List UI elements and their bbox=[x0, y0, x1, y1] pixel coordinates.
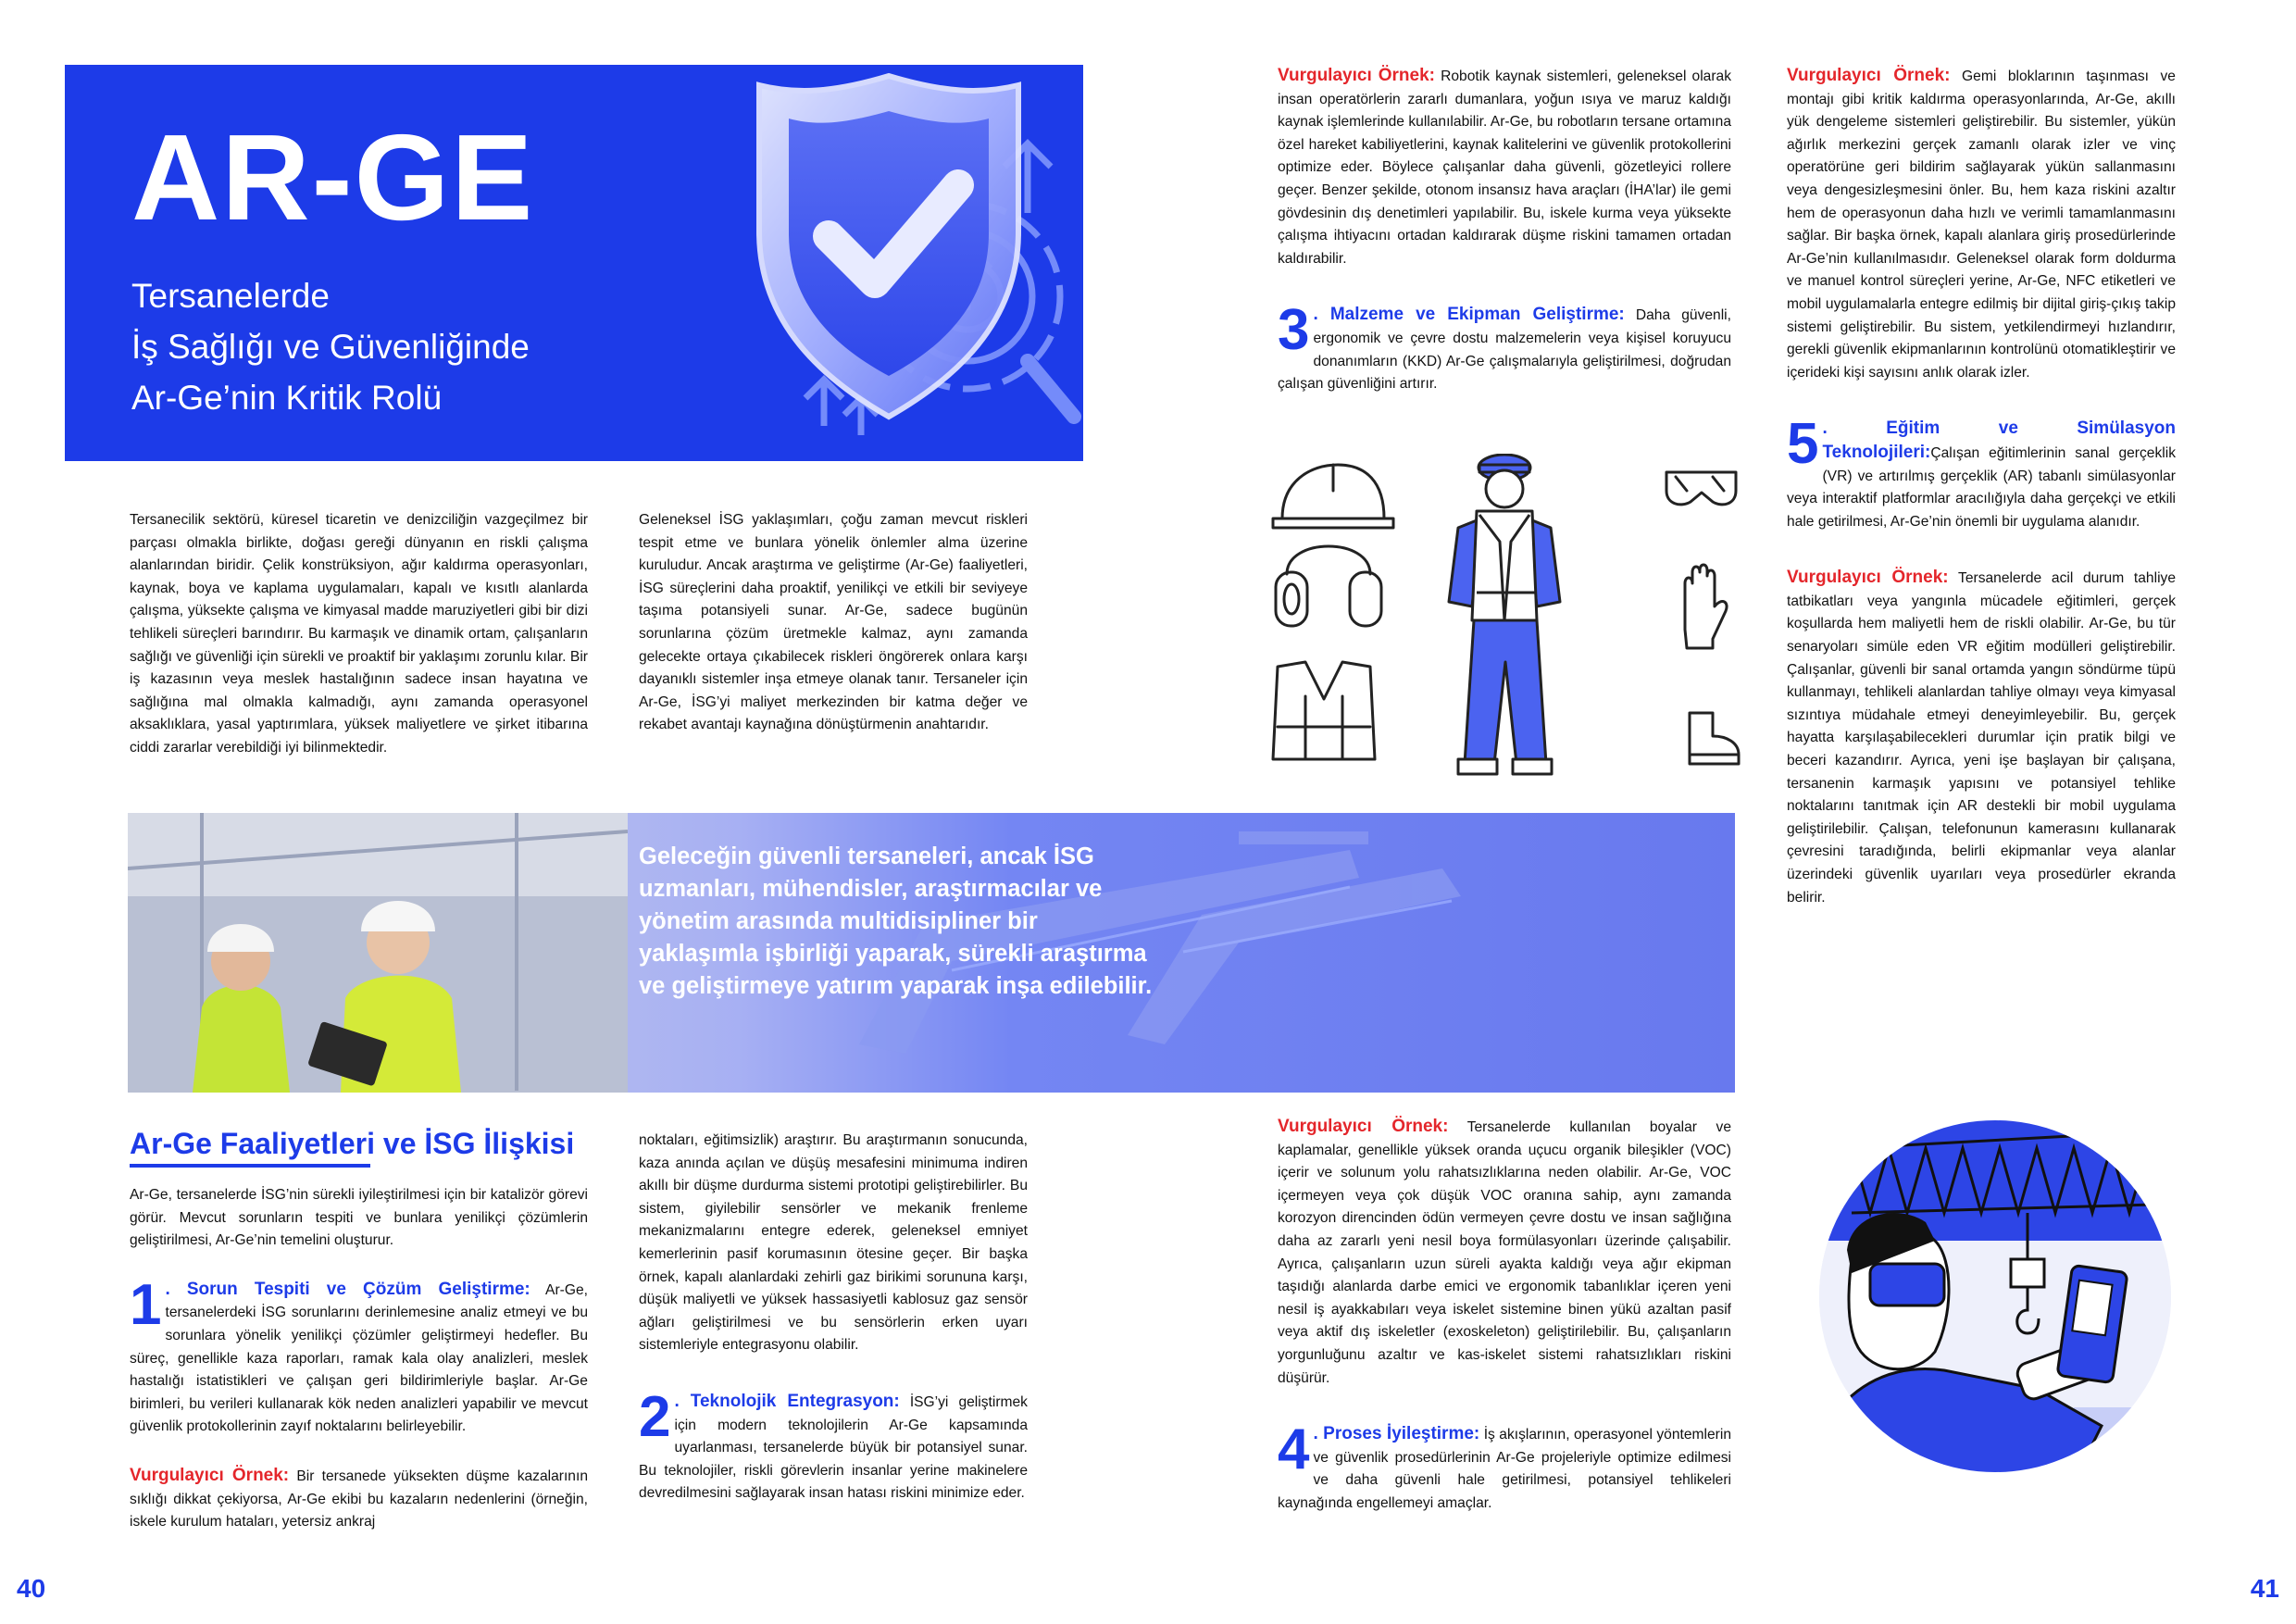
helmet-icon bbox=[1273, 465, 1393, 528]
section-body-right bbox=[1278, 1116, 1731, 1538]
section-body-left bbox=[130, 1184, 588, 1556]
intro-paragraph-right bbox=[639, 509, 1028, 759]
intro-paragraph-left bbox=[130, 509, 588, 782]
hero-subtitle-line: Ar-Ge’nin Kritik Rolü bbox=[131, 379, 443, 417]
worker-figure bbox=[1449, 455, 1560, 774]
pull-quote: Geleceğin güvenli tersaneleri, ancak İSG uzmanları, mühendisler, araştırmacılar ve yönetim arasında multidisipliner bir yaklaşımla işbirliği yaparak, sürekli araştırma ve geliştirmeye yatırım yaparak inşa edilebilir. bbox=[639, 843, 1153, 999]
item-title: . Teknolojik Entegrasyon: bbox=[674, 1391, 900, 1411]
highlight-label: Vurgulayıcı Örnek: bbox=[1278, 66, 1436, 85]
safety-glasses-icon bbox=[1666, 472, 1736, 505]
page-number-left: 40 bbox=[17, 1574, 46, 1603]
body-text: Ar-Ge, tersanelerde İSG’nin sürekli iyileştirilmesi için bir katalizör görevi görür. Mevcut sorunların tespiti ve bunlara yenilikçi çözümlerin geliştirilmesi, Ar-Ge’nin temelini oluşturur. bbox=[130, 1187, 588, 1249]
item-number: 2 bbox=[639, 1384, 671, 1449]
title-underline bbox=[130, 1164, 370, 1168]
body-text: İSG’yi geliştirmek için modern teknolojilerin Ar-Ge kapsamında uyarlanması, tersanelerde büyük bir potansiyel sunar. Bu teknolojiler, riskli görevlerin insanlar yerine makinelere devredilmesini sağlayarak insan hatası riskini minimize eder. bbox=[639, 1393, 1028, 1502]
page-title: AR-GE bbox=[131, 109, 535, 245]
body-text: İş akışlarının, operasyonel yöntemlerin ve güvenlik prosedürlerinin Ar-Ge projeleriyle optimize edilmesi ve daha güvenli hale getirilmesi, potansiyel tehlikeleri kaynağında engellemeyi amaçlar. bbox=[1278, 1427, 1731, 1511]
body-text: Ar-Ge, tersanelerdeki İSG sorunlarını derinlemesine analiz etmeyi ve bu sorunlara yönelik yenilikçi çözümler geliştirmeyi hedefler. Bu süreç, genellikle kaza raporları, ramak kala olay analizleri, meslek hastalığı istatistikleri ve çalışan geri bildirimleriyle başlar. Ar-Ge birimleri, bu verileri kullanarak kök neden analizleri yapabilir ve mevcut güvenlik protokollerinin zayıf noktalarını belirleyebilir. bbox=[130, 1281, 588, 1435]
body-text: Geleneksel İSG yaklaşımları, çoğu zaman mevcut riskleri tespit etme ve bunlara yönelik önlemler alma üzerine kuruludur. Ancak araştırma ve geliştirme (Ar-Ge) faaliyetleri, İSG süreçlerini daha proaktif, yenilikçi ve etkili bir seviyeye taşıma potansiyeli sunar. Ar-Ge, sadece bugünün sorunlarına çözüm üretmekle kalmaz, aynı zamanda gelecekte ortaya çıkabilecek riskleri öngörerek onlara karşı dayanıklı sistemler inşa etmeye olanak tanır. Tersaneler için Ar-Ge, İSG’yi maliyet merkezinden bir katma değer ve rekabet avantajı kaynağına dönüştürmenin anahtarıdır. bbox=[639, 512, 1028, 733]
boot-icon bbox=[1690, 713, 1739, 764]
section-body-middle bbox=[639, 1130, 1028, 1528]
highlight-label: Vurgulayıcı Örnek: bbox=[130, 1465, 290, 1485]
vr-training-illustration bbox=[1796, 1111, 2213, 1537]
safety-vest-icon bbox=[1273, 662, 1375, 759]
item-number: 5 bbox=[1787, 412, 1819, 477]
hero-subtitle bbox=[131, 270, 530, 423]
item-number: 4 bbox=[1278, 1418, 1310, 1482]
body-text: Gemi bloklarının taşınması ve montajı gibi kritik kaldırma operasyonlarında, Ar-Ge, akıllı yük dengeleme sistemleri geliştirebilir. Bu sistemler, yükün ağırlık merkezini gerçek zamanlı olarak izler ve vinç operatörüne geri bildirim sağlayarak yükün sallanmasını veya dengesizleşmesini önler. Bu, hem kaza riskini azaltır hem de operasyonun daha hızlı ve verimli tamamlanmasını sağlar. Bir başka örnek, kapalı alanlara giriş prosedürlerinde Ar-Ge’nin kullanılmasıdır. Geleneksel olarak form doldurma ve manuel kontrol süreçleri yerine, Ar-Ge, NFC etiketleri ve mobil uygulamalarla entegre edilmiş bir dijital giriş-çıkış takip sistemi geliştirebilir. Bu sistem, yetkilendirmeyi hızlandırır, gerekli güvenlik ekipmanlarının kontrolünü otomatikleştirir ve içerideki kişi sayısını anlık olarak izler. bbox=[1787, 69, 2176, 381]
ppe-worker-illustration bbox=[1268, 454, 1741, 778]
shield-check-illustration bbox=[639, 65, 1083, 461]
glove-icon bbox=[1685, 565, 1727, 648]
page-number-right: 41 bbox=[2250, 1574, 2279, 1603]
item-title: . Proses İyileştirme: bbox=[1313, 1424, 1480, 1444]
body-text: Çalışan eğitimlerinin sanal gerçeklik (VR) ve artırılmış gerçeklik (AR) tabanlı simülasyonlar veya interaktif platformlar aracılığıyla daha gerçekçi ve etkili hale getirilmesi, Ar-Ge’nin önemli bir uygulama alanıdır. bbox=[1787, 444, 2176, 530]
section-ar-ge-isg bbox=[130, 1125, 611, 1168]
workers-photo bbox=[128, 813, 628, 1093]
highlight-label: Vurgulayıcı Örnek: bbox=[1787, 66, 1951, 85]
item-title: . Eğitim ve Simülasyon Teknolojileri: bbox=[1822, 418, 2176, 462]
hero-subtitle-line: İş Sağlığı ve Güvenliğinde bbox=[131, 328, 530, 366]
item-number: 3 bbox=[1278, 298, 1310, 363]
highlight-label: Vurgulayıcı Örnek: bbox=[1787, 568, 1949, 588]
body-text: noktaları, eğitimsizlik) araştırır. Bu araştırmanın sonucunda, kaza anında açılan ve düşüş mesafesini minimuma indiren akıllı bir düşme durdurma sistemi prototipi geliştirebilirler. Bu sistem, giyilebilir sensörler ve mekanik frenleme mekanizmalarını entegre ederek, geleneksel emniyet kemerlerinin pasif korumasının ötesine geçer. Bir başka örnek, kapalı alanlardaki zehirli gaz birikimi sorununa karşı, düşük maliyetli ve yüksek hassasiyetli kablosuz gaz sensör ağları geliştirilmesi ve bu sensörlerin erken uyarı sistemleriyle entegrasyonu olabilir. bbox=[639, 1132, 1028, 1354]
hero-subtitle-line: Tersanelerde bbox=[131, 277, 330, 315]
section-title: Ar-Ge Faaliyetleri ve İSG İlişkisi bbox=[130, 1127, 575, 1160]
body-text: Tersanecilik sektörü, küresel ticaretin ve denizciliğin vazgeçilmez bir parçası olmakla birlikte, doğası gereği dünyanın en riskli çalışma alanlarından biridir. Çelik konstrüksiyon, ağır kaldırma operasyonları, kaynak, boya ve kaplama uygulamaları, kapalı ve kısıtlı alanlarda çalışma, yüksekte çalışma ve kimyasal madde maruziyetleri gibi bir dizi tehlikeli süreçleri barındırır. Bu karmaşık ve dinamik ortam, çalışanların sağlığı ve güvenliği için sürekli ve proaktif bir yaklaşımı zorunlu kılar. Bir iş kazasının veya meslek hastalığının sadece insan hayatına ve sağlığına mal olmakla kalmadığı, aynı zamanda operasyonel aksaklıklara, yasal yaptırımlara, yüksek maliyetlere ve şirket itibarına ciddi zararlar verebildiği iyi bilinmektedir. bbox=[130, 512, 588, 756]
hero-banner bbox=[65, 65, 1083, 461]
item-title: . Malzeme ve Ekipman Geliştirme: bbox=[1313, 305, 1625, 325]
body-text: Tersanelerde acil durum tahliye tatbikatları veya yangınla mücadele eğitimleri, gerçek koşullarda hem maliyetli hem de riskli olabilir. Ar-Ge, bu tür senaryoları simüle eden VR eğitim modülleri geliştirebilir. Çalışanlar, güvenli bir sanal ortamda yangın söndürme tüpü kullanmayı, tehlikeli alanlardan tahliye olmayı veya kimyasal sızıntıya müdahale etmeyi deneyimleyebilir. Bu, gerçek hayatta karşılaşabilecekleri durumlar için pratik bilgi ve beceri kazandırır. Ayrıca, yeni işe başlayan bir çalışana, tersanenin karmaşık yapısını ve potansiyel tehlike noktalarını tanıtmak için AR destekli bir mobil uygulama geliştirilebilir. Çalışan, telefonunun kamerasını kullanarak çevresini taradığında, belirli ekipmanlar veya alanlar üzerindeki güvenlik uyarıları veya prosedürler ekranda belirir. bbox=[1787, 570, 2176, 906]
photo-quote-band bbox=[128, 813, 1735, 1093]
item-number: 1 bbox=[130, 1272, 162, 1337]
item-title: . Sorun Tespiti ve Çözüm Geliştirme: bbox=[165, 1279, 530, 1299]
ear-protection-icon bbox=[1276, 546, 1381, 626]
body-text: Tersanelerde kullanılan boyalar ve kaplamalar, genellikle yüksek oranda uçucu organik bileşikler (VOC) içerir ve solunum yolu rahatsızlıklarına neden olabilir. Ar-Ge, VOC içermeyen veya çok düşük VOC oranına sahip, aynı zamanda korozyon direncinden ödün vermeyen çevre dostu ve insan sağlığına daha az zararlı yeni nesil boya formülasyonları üzerinde çalışabilir. Ayrıca, çalışanların uzun süreli ayakta kaldığı veya ağır ekipman taşıdığı alanlarda darbe emici ve ergonomik tabanlıklar içeren yeni nesil iş ayakkabıları veya iskelet sistemine binen yükü azaltan pasif veya aktif dış iskeletler (exoskeleton) geliştirilebilir. Bu, çalışanların yorgunluğunu azaltır ve kas-iskelet sistemi rahatsızlıkları riskini düşürür. bbox=[1278, 1119, 1731, 1386]
body-text: Daha güvenli, ergonomik ve çevre dostu malzemelerin veya kişisel koruyucu donanımların (KKD) Ar-Ge çalışmalarıyla geliştirilmesi, doğrudan çalışan güvenliğini artırır. bbox=[1278, 307, 1731, 393]
body-text: Robotik kaynak sistemleri, geleneksel olarak insan operatörlerin zararlı dumanlara, yoğun ısıya ve maruz kaldığı kaynak işlemlerinde kullanılabilir. Ar-Ge, bu robotların tersane ortamına özel hareket kabiliyetlerini, kaynak kalitelerini ve güvenlik protokollerini optimize eder. Böylece çalışanlar daha güvenli, gözetleyici rollere geçer. Benzer şekilde, otonom insansız hava araçları (İHA’lar) ile gemi gövdesinin dış denetimleri yapılabilir. Bu, iskele kurma veya yüksekte çalışma ihtiyacını ortadan kaldırarak düşme riskini tamamen ortadan kaldırabilir. bbox=[1278, 69, 1731, 267]
example-load-balancing bbox=[1787, 65, 2176, 931]
example-robotic-welding bbox=[1278, 65, 1731, 418]
body-text: Bir tersanede yüksekten düşme kazalarının sıklığı dikkat çekiyorsa, Ar-Ge ekibi bu kazaların nedenlerini (örneğin, iskele kurulum hataları, yetersiz ankraj bbox=[130, 1468, 588, 1530]
highlight-label: Vurgulayıcı Örnek: bbox=[1278, 1117, 1449, 1136]
